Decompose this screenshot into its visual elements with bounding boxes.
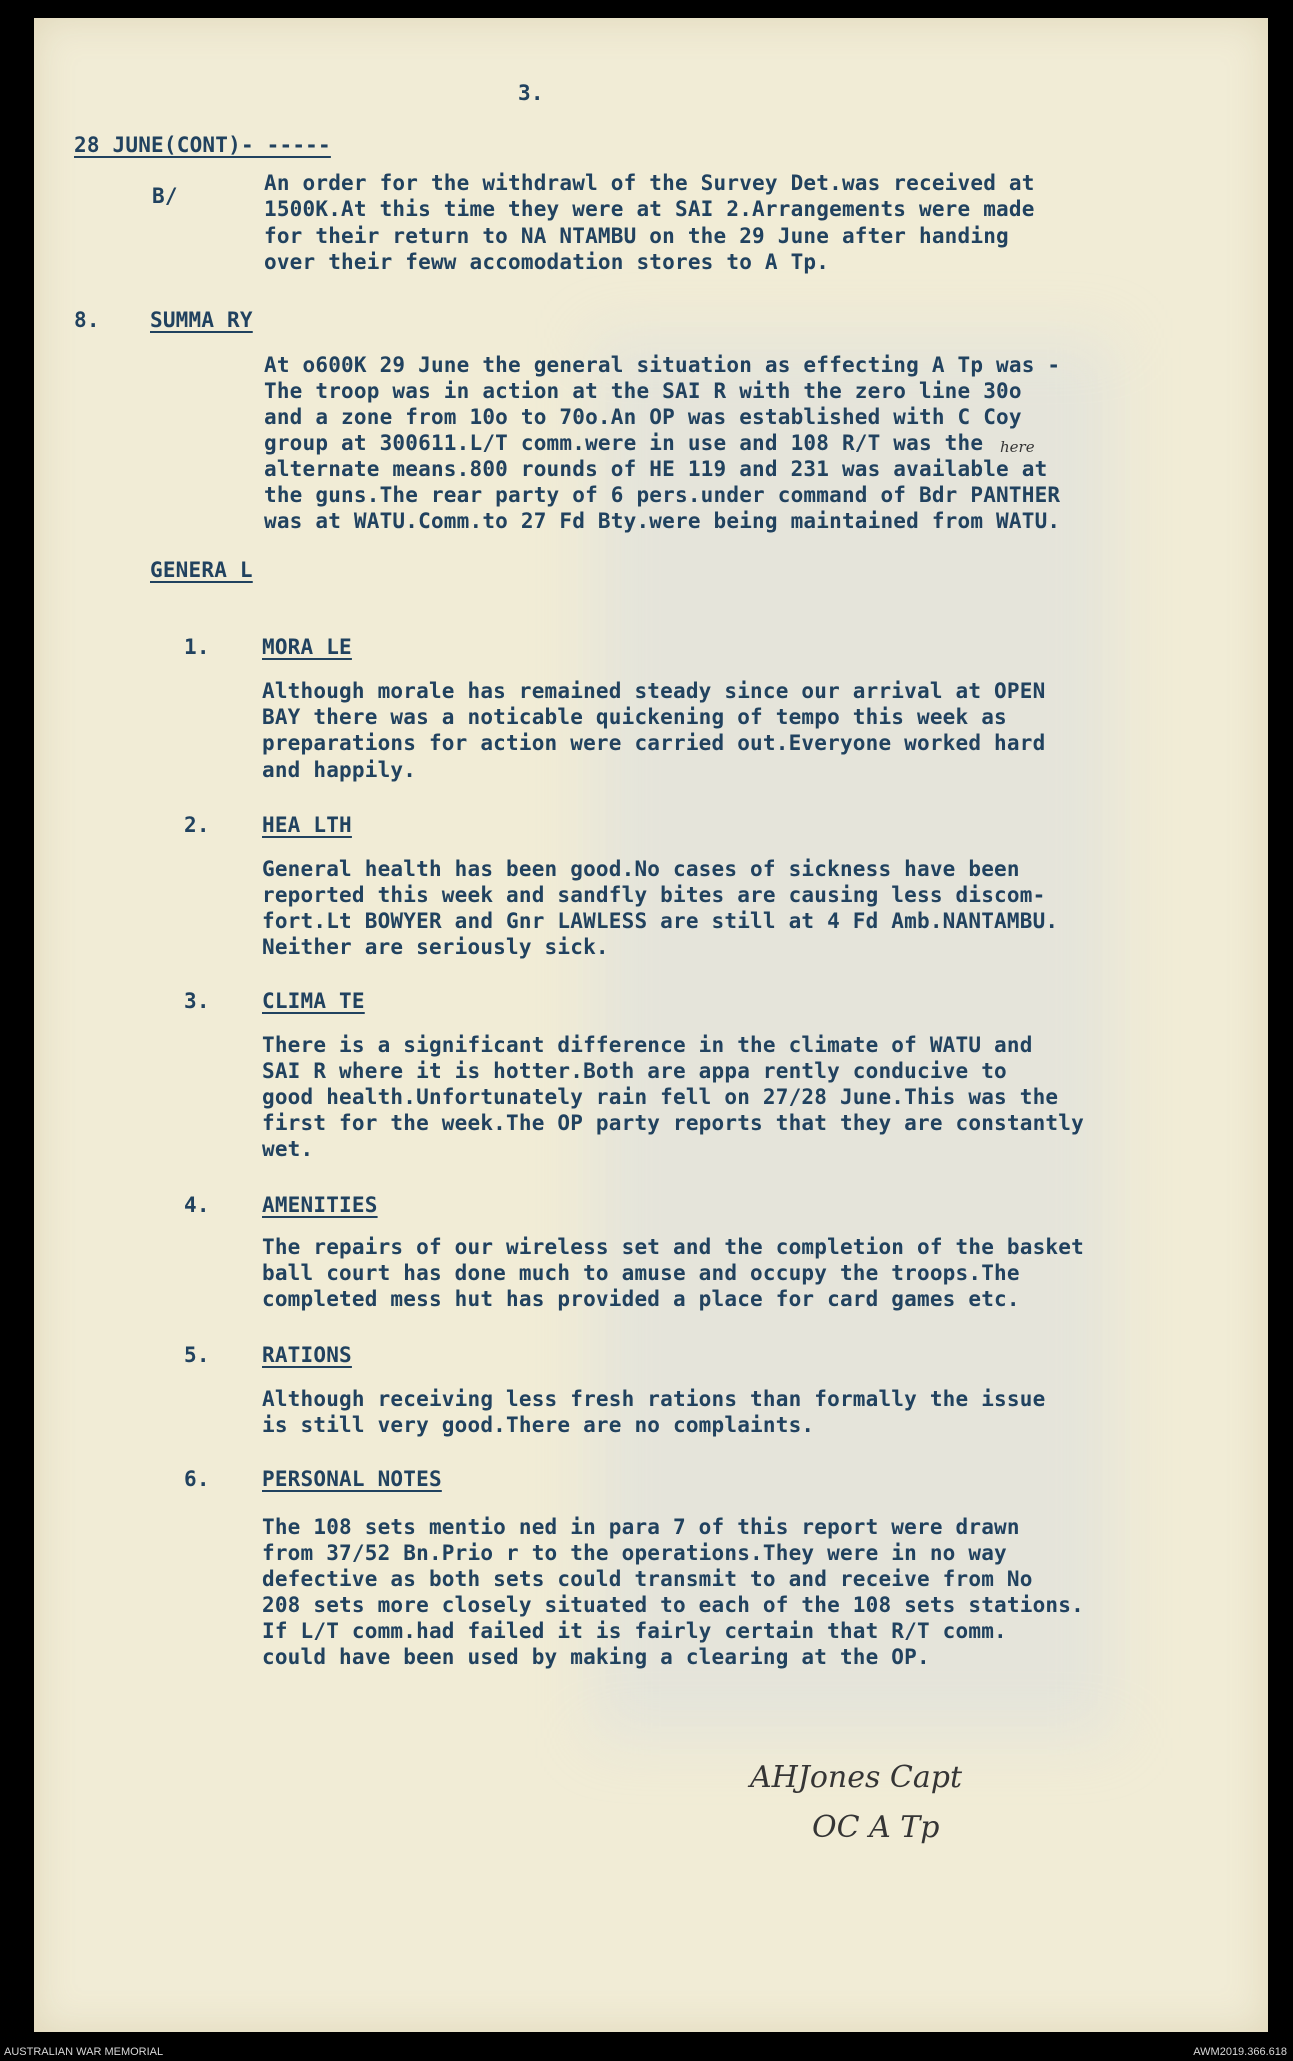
signature-name: AHJones Capt: [750, 1760, 963, 1795]
rations-title: RATIONS: [262, 1343, 352, 1367]
climate-line: first for the week.The OP party reports that they are constantly: [262, 1111, 1084, 1135]
personal-notes-line: defective as both sets could transmit to and receive from No: [262, 1567, 1033, 1591]
personal-notes-number: 6.: [184, 1467, 210, 1491]
section-b-line: 1500K.At this time they were at SAI 2.Arrangements were made: [264, 197, 1035, 221]
general-title: GENERA L: [150, 558, 253, 582]
morale-title: MORA LE: [262, 635, 352, 659]
section-b-line: over their feww accomodation stores to A Tp.: [264, 250, 830, 274]
summary-line: group at 300611.L/T comm.were in use and 108 R/T was the: [264, 431, 984, 455]
amenities-line: The repairs of our wireless set and the completion of the basket: [262, 1235, 1084, 1259]
personal-notes-line: could have been used by making a clearing at the OP.: [262, 1645, 930, 1669]
climate-line: There is a significant difference in the climate of WATU and: [262, 1033, 1033, 1057]
personal-notes-title: PERSONAL NOTES: [262, 1467, 442, 1491]
health-title: HEA LTH: [262, 813, 352, 837]
personal-notes-line: from 37/52 Bn.Prio r to the operations.They were in no way: [262, 1541, 1007, 1565]
morale-line: and happily.: [262, 758, 417, 782]
health-number: 2.: [184, 813, 210, 837]
page-number: 3.: [518, 81, 544, 105]
summary-line: and a zone from 10o to 70o.An OP was established with C Coy: [264, 405, 1022, 429]
morale-line: Although morale has remained steady since our arrival at OPEN: [262, 679, 1046, 703]
summary-number: 8.: [74, 308, 100, 332]
health-line: Neither are seriously sick.: [262, 935, 609, 959]
summary-line: At o600K 29 June the general situation as effecting A Tp was -: [264, 353, 1061, 377]
climate-line: SAI R where it is hotter.Both are appa rently conducive to: [262, 1059, 1007, 1083]
health-line: General health has been good.No cases of sickness have been: [262, 857, 1020, 881]
summary-line: the guns.The rear party of 6 pers.under command of Bdr PANTHER: [264, 483, 1061, 507]
climate-number: 3.: [184, 989, 210, 1013]
climate-line: good health.Unfortunately rain fell on 27/28 June.This was the: [262, 1085, 1059, 1109]
amenities-title: AMENITIES: [262, 1193, 378, 1217]
amenities-number: 4.: [184, 1193, 210, 1217]
summary-line: alternate means.800 rounds of HE 119 and 231 was available at: [264, 457, 1048, 481]
personal-notes-line: 208 sets more closely situated to each of the 108 sets stations.: [262, 1593, 1084, 1617]
rations-line: is still very good.There are no complaints.: [262, 1413, 815, 1437]
section-b-marker: B/: [152, 184, 178, 208]
morale-line: BAY there was a noticable quickening of tempo this week as: [262, 705, 1007, 729]
morale-line: preparations for action were carried out.Everyone worked hard: [262, 731, 1046, 755]
date-heading: 28 JUNE(CONT)- -----: [74, 133, 331, 157]
section-b-line: An order for the withdrawl of the Survey Det.was received at: [264, 171, 1035, 195]
section-b-line: for their return to NA NTAMBU on the 29 June after handing: [264, 224, 1009, 248]
rations-number: 5.: [184, 1343, 210, 1367]
summary-title: SUMMA RY: [150, 308, 253, 332]
climate-title: CLIMA TE: [262, 989, 365, 1013]
handwritten-insert: here: [1000, 438, 1035, 456]
health-line: fort.Lt BOWYER and Gnr LAWLESS are still at 4 Fd Amb.NANTAMBU.: [262, 909, 1059, 933]
summary-line: The troop was in action at the SAI R with the zero line 30o: [264, 379, 1022, 403]
summary-line: was at WATU.Comm.to 27 Fd Bty.were being maintained from WATU.: [264, 509, 1061, 533]
morale-number: 1.: [184, 635, 210, 659]
amenities-line: completed mess hut has provided a place for card games etc.: [262, 1287, 1020, 1311]
footer-institution: AUSTRALIAN WAR MEMORIAL: [4, 2046, 164, 2058]
rations-line: Although receiving less fresh rations than formally the issue: [262, 1387, 1046, 1411]
personal-notes-line: If L/T comm.had failed it is fairly certain that R/T comm.: [262, 1619, 1007, 1643]
signature-title: OC A Tp: [812, 1810, 940, 1845]
personal-notes-line: The 108 sets mentio ned in para 7 of this report were drawn: [262, 1515, 1020, 1539]
health-line: reported this week and sandfly bites are causing less discom-: [262, 883, 1046, 907]
footer-accession: AWM2019.366.618: [1193, 2046, 1287, 2058]
climate-line: wet.: [262, 1137, 314, 1161]
amenities-line: ball court has done much to amuse and occupy the troops.The: [262, 1261, 1020, 1285]
